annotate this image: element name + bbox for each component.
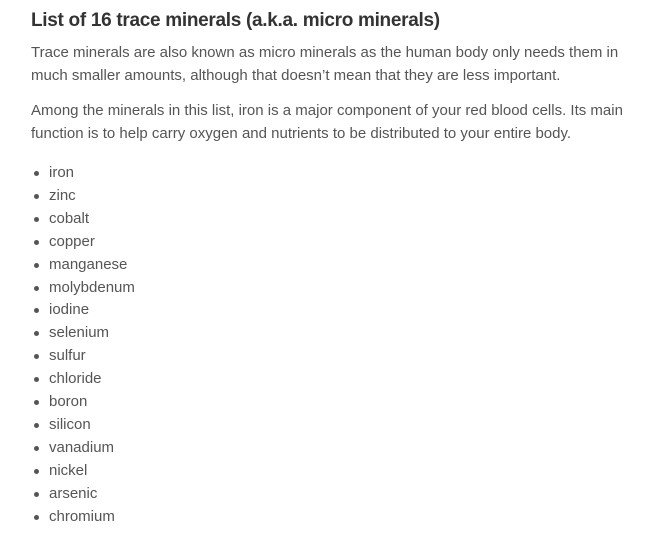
list-item-label: molybdenum [49,278,135,296]
intro-paragraph: Trace minerals are also known as micro minerals as the human body only needs them in much smaller amounts, although that doesn’t mean that they are less important. [31,44,619,84]
list-item-label: arsenic [49,484,98,502]
bullet-icon [34,492,39,497]
bullet-icon [34,240,39,245]
list-item-label: chloride [49,370,102,388]
bullet-icon [34,515,39,520]
list-item [31,345,643,368]
list-item [31,368,643,391]
bullet-icon [34,377,39,382]
bullet-icon [34,171,39,176]
article [31,6,643,529]
list-item-label: copper [49,232,95,250]
bullet-icon [34,308,39,313]
bullet-icon [34,354,39,359]
list-item-label: zinc [49,186,76,204]
bullet-icon [34,469,39,474]
list-item-label: nickel [49,461,88,479]
list-item [31,299,643,322]
list-item-label: vanadium [49,438,115,456]
list-item [31,231,643,254]
list-item [31,185,643,208]
list-item [31,460,643,483]
list-item [31,208,643,231]
list-item [31,483,643,506]
list-item [31,254,643,277]
bullet-icon [34,194,39,199]
list-item-label: sulfur [49,347,86,365]
list-item-label: selenium [49,324,110,342]
bullet-icon [34,400,39,405]
list-item [31,277,643,300]
list-item-label: iron [49,164,75,181]
mineral-list [31,162,643,529]
bullet-icon [34,217,39,222]
bullet-icon [34,446,39,451]
list-item-label: iodine [49,301,90,319]
list-item [31,391,643,414]
list-item-label: chromium [49,507,115,525]
list-item-label: boron [49,393,88,411]
list-item-label: manganese [49,255,128,273]
list-item [31,162,643,185]
bullet-icon [34,423,39,428]
list-item [31,506,643,529]
list-item [31,437,643,460]
list-item-label: silicon [49,415,91,433]
bullet-icon [34,286,39,291]
bullet-icon [34,263,39,268]
list-item [31,414,643,437]
iron-paragraph: Among the minerals in this list, iron is a major component of your red blood cells. Its main function is to help carry oxygen and nutrients to be distributed to your entire body. [31,102,623,142]
list-item-label: cobalt [49,209,90,227]
bullet-icon [34,331,39,336]
list-item [31,322,643,345]
section-heading: List of 16 trace minerals (a.k.a. micro minerals) [31,10,440,31]
